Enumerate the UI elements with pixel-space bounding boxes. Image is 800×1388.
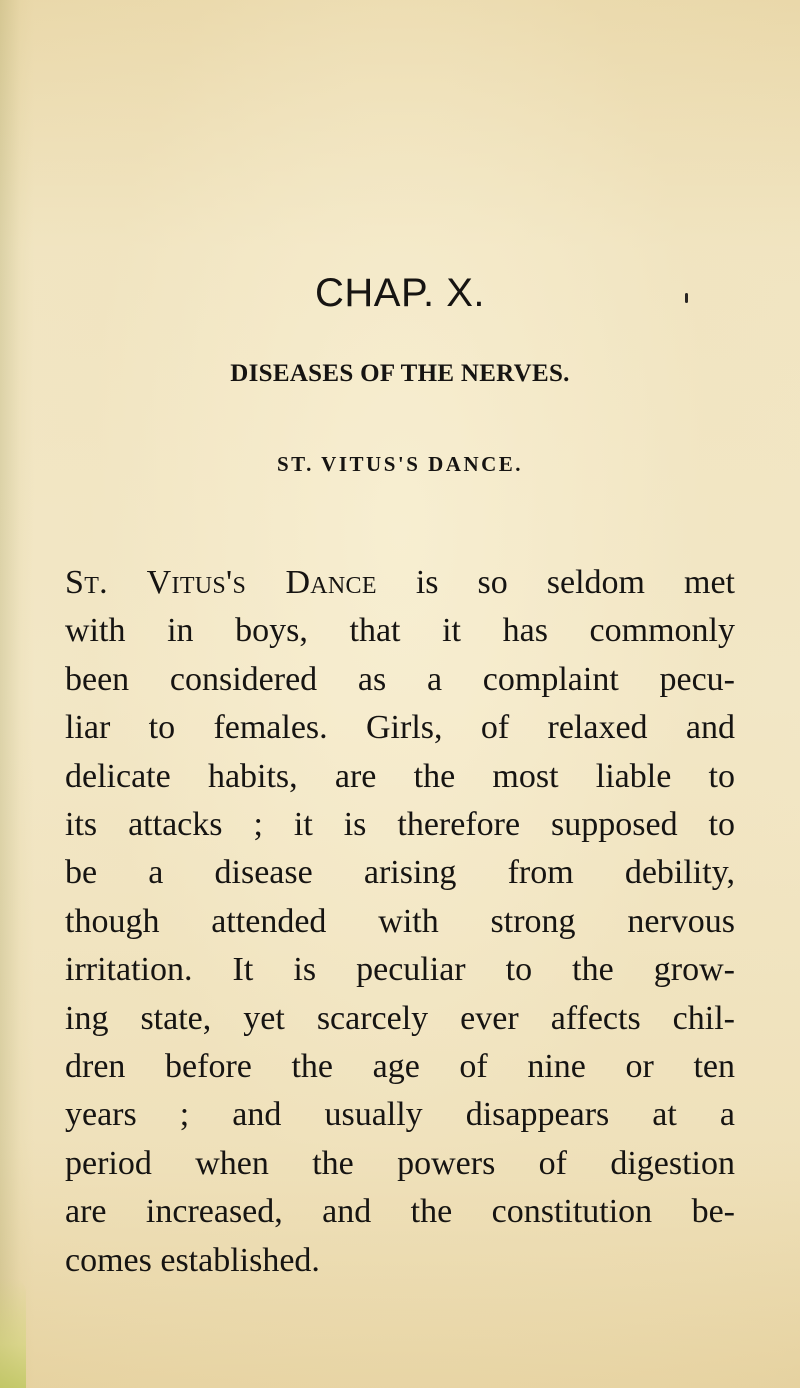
paragraph-line: period when the powers of digestion [65, 1144, 735, 1182]
paragraph-line: dren before the age of nine or ten [65, 1048, 735, 1086]
paragraph-line: are increased, and the constitution be- [65, 1193, 735, 1231]
paragraph-line: liar to females. Girls, of relaxed and [65, 709, 735, 747]
page-edge-shadow [0, 0, 34, 1388]
paragraph-line: be a disease arising from debility, [65, 854, 735, 892]
paragraph-line: ing state, yet scarcely ever affects chil- [65, 999, 735, 1037]
paragraph-line-1 [65, 559, 735, 607]
paragraph-line: years ; and usually disappears at a [65, 1096, 735, 1134]
paragraph-line: irritation. It is peculiar to the grow- [65, 951, 735, 989]
paragraph-line: though attended with strong nervous [65, 902, 735, 940]
chapter-heading: CHAP. X. [315, 271, 485, 315]
paragraph-line: delicate habits, are the most liable to [65, 757, 735, 795]
paragraph-line: been considered as a complaint pecu- [65, 660, 735, 698]
section-heading: DISEASES OF THE NERVES. [230, 360, 570, 387]
paragraph-line-last: comes established. [65, 1241, 320, 1279]
corner-stain [0, 1278, 26, 1388]
body-paragraph [65, 559, 735, 1285]
paragraph-lead: St. Vitus's Dance [65, 564, 377, 601]
paragraph-line: with in boys, that it has commonly [65, 612, 735, 650]
subsection-heading: ST. VITUS'S DANCE. [276, 452, 524, 476]
paragraph-line: its attacks ; it is therefore supposed to [65, 806, 735, 844]
paragraph-line-1-rest: is so seldom met [376, 564, 735, 601]
